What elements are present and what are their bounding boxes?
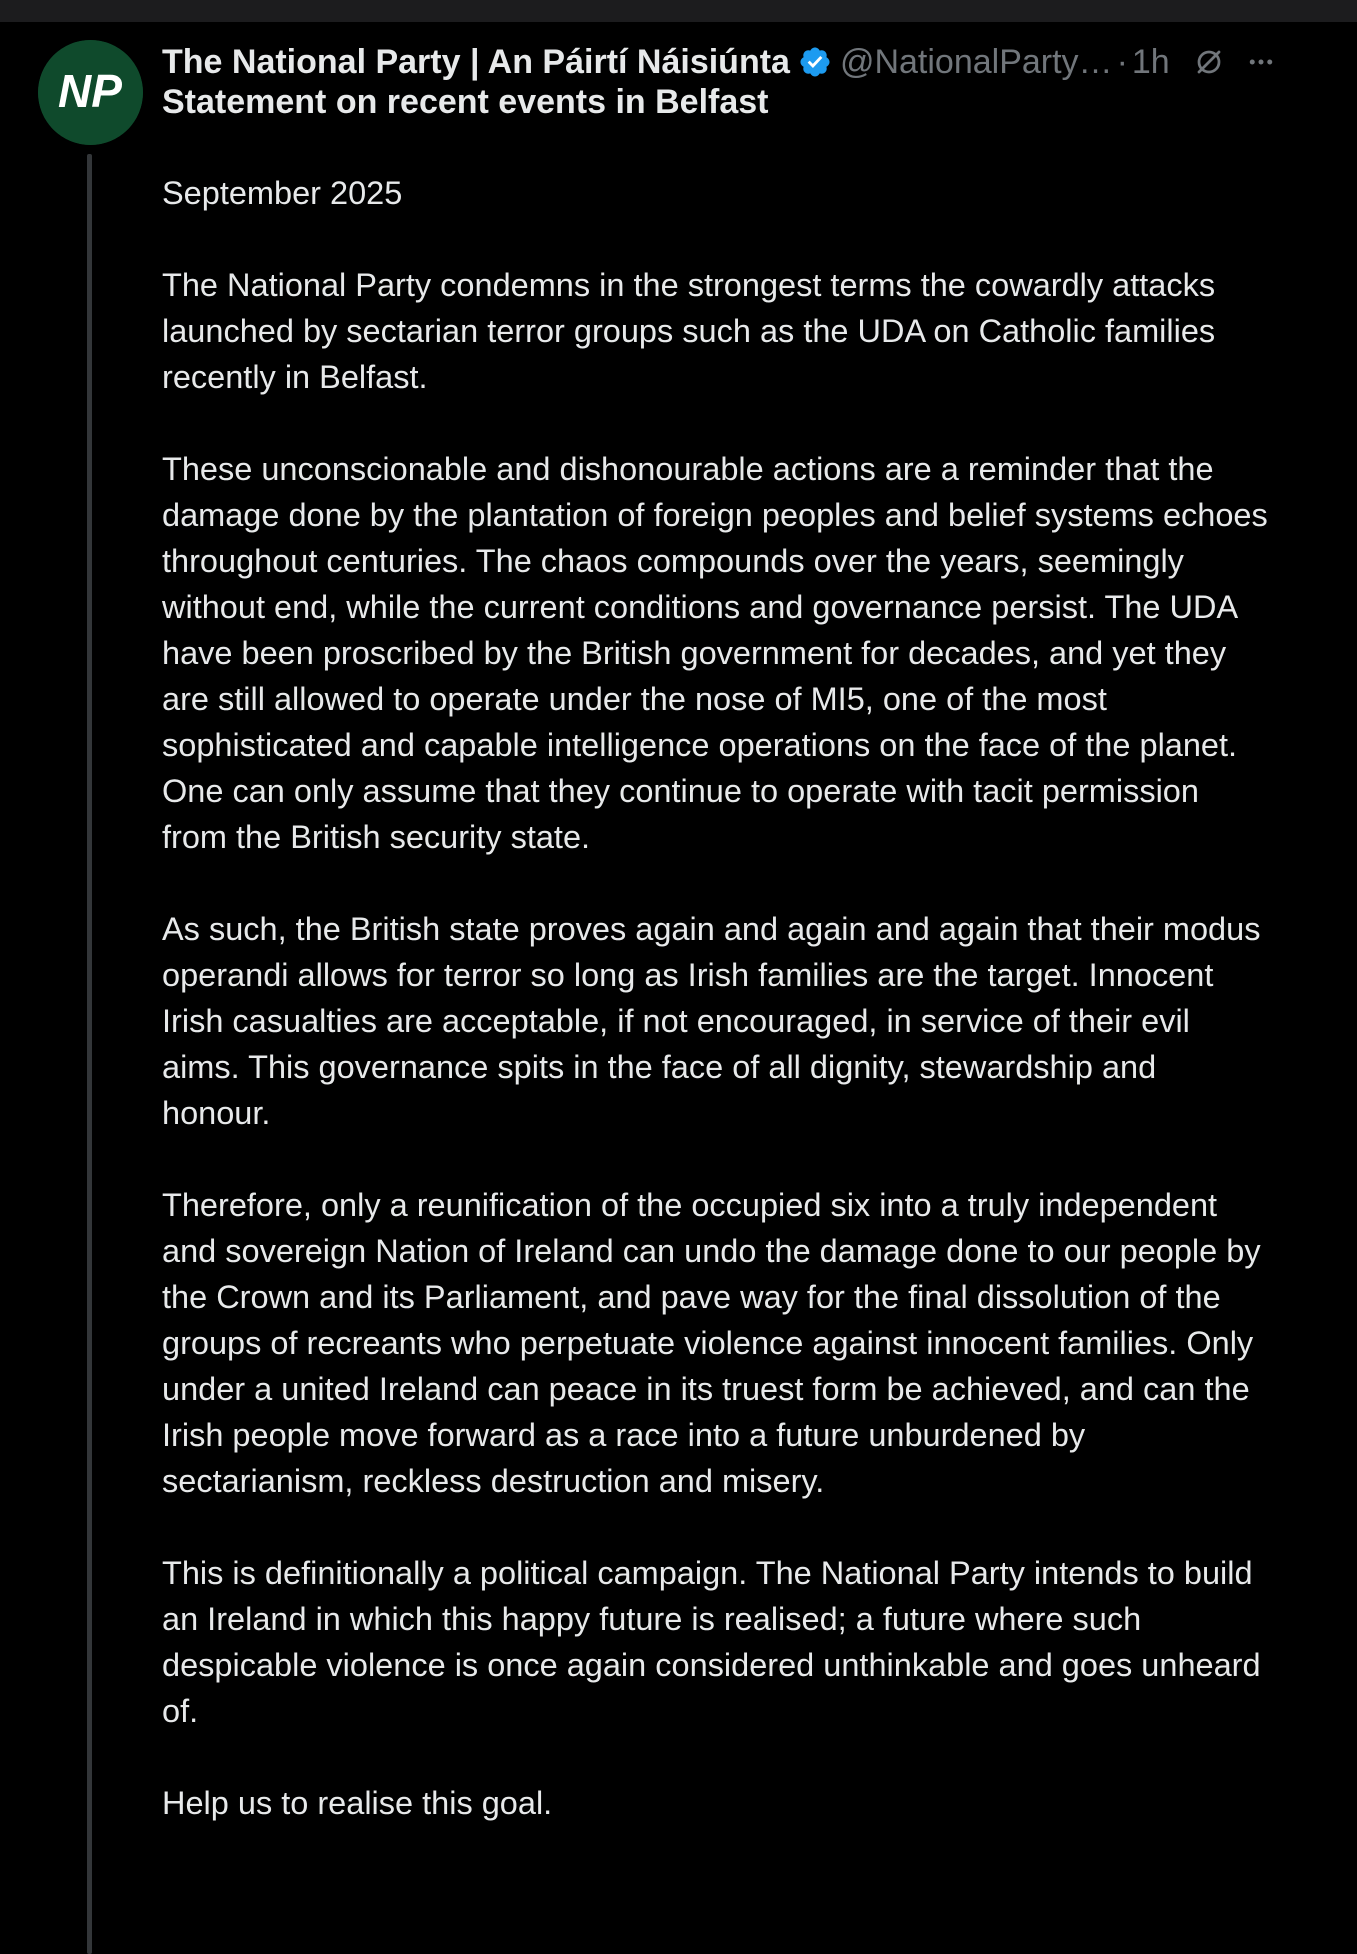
avatar[interactable] [38, 40, 143, 145]
post-paragraph: The National Party condemns in the strongest terms the cowardly attacks launched by sectarian terror groups such as the UDA on Catholic families recently in Belfast. [162, 267, 1216, 395]
post[interactable] [0, 22, 1357, 1937]
post-paragraph: This is definitionally a political campaign. The National Party intends to build an Ireland in which this happy future is realised; a future where such despicable violence is once again considered unthinkable and goes unheard of. [162, 1555, 1261, 1729]
post-paragraph: These unconscionable and dishonourable actions are a reminder that the damage done by the plantation of foreign peoples and belief systems echoes throughout centuries. The chaos compounds over the years, seemingly without end, while the current conditions and governance persist. The UDA have been proscribed by the British government for decades, and yet they are still allowed to operate under the nose of MI5, one of the most sophisticated and capable intelligence operations on the face of the planet. One can only assume that they continue to operate with tacit permission from the British security state. [162, 451, 1268, 855]
top-strip [0, 0, 1357, 22]
avatar-logo-text: NP [58, 65, 122, 117]
verified-badge-icon [798, 45, 832, 79]
more-options-icon[interactable] [1246, 44, 1276, 80]
party-logo-icon [38, 40, 143, 145]
post-timestamp[interactable]: 1h [1131, 42, 1170, 81]
post-body [162, 170, 1272, 1826]
post-paragraph: Therefore, only a reunification of the occupied six into a truly independent and sovereign Nation of Ireland can undo the damage done to our people by the Crown and its Parliament, and pave way for the final dissolution of the groups of recreants who perpetuate violence against innocent families. Only under a united Ireland can peace in its truest form be achieved, and can the Irish people move forward as a race into a future unburdened by sectarianism, reckless destruction and misery. [162, 1187, 1261, 1499]
post-paragraph: September 2025 [162, 175, 403, 211]
post-paragraph: Help us to realise this goal. [162, 1785, 553, 1821]
author-handle[interactable]: @NationalParty… [839, 42, 1113, 81]
grok-icon[interactable] [1194, 44, 1224, 80]
thread-line [87, 154, 92, 1954]
author-display-name[interactable]: The National Party | An Páirtí Náisiúnta [162, 42, 790, 81]
header-separator: · [1116, 42, 1128, 81]
post-paragraph: As such, the British state proves again and again and again that their modus operandi allows for terror so long as Irish families are the target. Innocent Irish casualties are acceptable, if not encouraged, in service of their evil aims. This governance spits in the face of all dignity, stewardship and honour. [162, 911, 1261, 1131]
post-title: Statement on recent events in Belfast [162, 83, 769, 121]
